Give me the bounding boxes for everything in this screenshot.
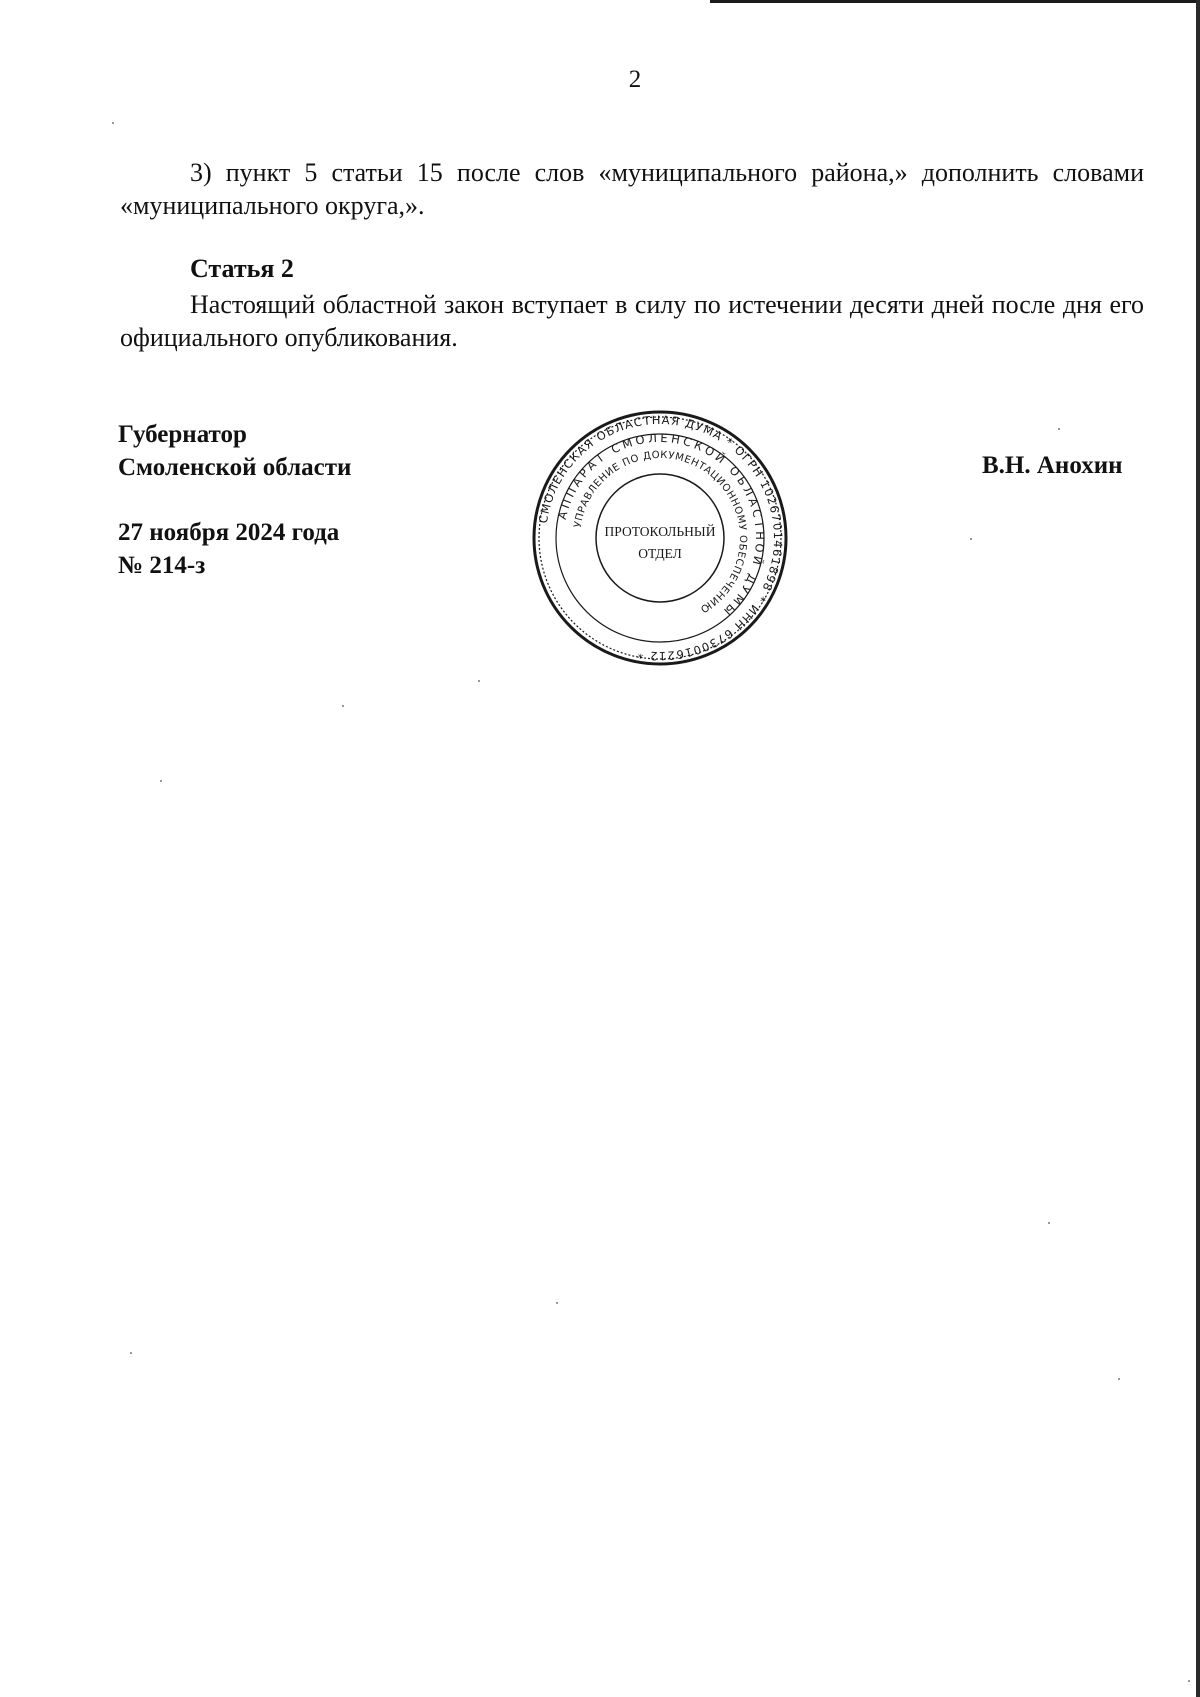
signatory-title-line2: Смоленской области xyxy=(118,454,352,481)
seal-outer-text: СМОЛЕНСКАЯ ОБЛАСТНАЯ ДУМА * ОГРН 1026701461898 * ИНН 6730016212 * xyxy=(535,412,786,664)
scan-speck xyxy=(1058,428,1060,430)
scan-speck xyxy=(112,122,114,124)
law-date-number xyxy=(118,516,339,582)
article-heading: Статья 2 xyxy=(190,254,294,283)
seal-center-line1: ПРОТОКОЛЬНЫЙ xyxy=(604,524,716,539)
seal-center-line2: ОТДЕЛ xyxy=(638,546,682,561)
scan-speck xyxy=(478,680,480,682)
scan-edge-right xyxy=(1196,0,1200,1697)
scan-edge-top xyxy=(710,0,1200,3)
law-date: 27 ноября 2024 года xyxy=(118,519,340,546)
law-number: № 214-з xyxy=(118,552,206,579)
scan-speck xyxy=(1118,1378,1120,1380)
scan-speck xyxy=(1048,1222,1050,1224)
scan-speck xyxy=(970,538,972,540)
scan-speck xyxy=(1188,1680,1190,1682)
page-number: 2 xyxy=(628,66,642,93)
seal-ring-text-3: УПРАВЛЕНИЕ ПО ДОКУМЕНТАЦИОННОМУ ОБЕСПЕЧЕНИЮ xyxy=(572,449,749,615)
official-seal xyxy=(530,408,790,668)
scan-speck xyxy=(160,780,162,782)
article-2-paragraph: Настоящий областной закон вступает в силу по истечении десяти дней после дня его официального опубликования. xyxy=(120,290,1144,352)
scan-speck xyxy=(130,1352,132,1354)
amendment-paragraph: 3) пункт 5 статьи 15 после слов «муниципального района,» дополнить словами «муниципального округа,». xyxy=(120,158,1144,220)
scan-speck xyxy=(342,705,344,707)
signatory-name: В.Н. Анохин xyxy=(982,452,1123,479)
scan-speck xyxy=(556,1302,558,1304)
signatory-title-line1: Губернатор xyxy=(118,421,247,448)
seal-ring-text-2: АППАРАТ СМОЛЕНСКОЙ ОБЛАСТНОЙ ДУМЫ xyxy=(554,430,768,621)
signatory-title xyxy=(118,418,351,484)
